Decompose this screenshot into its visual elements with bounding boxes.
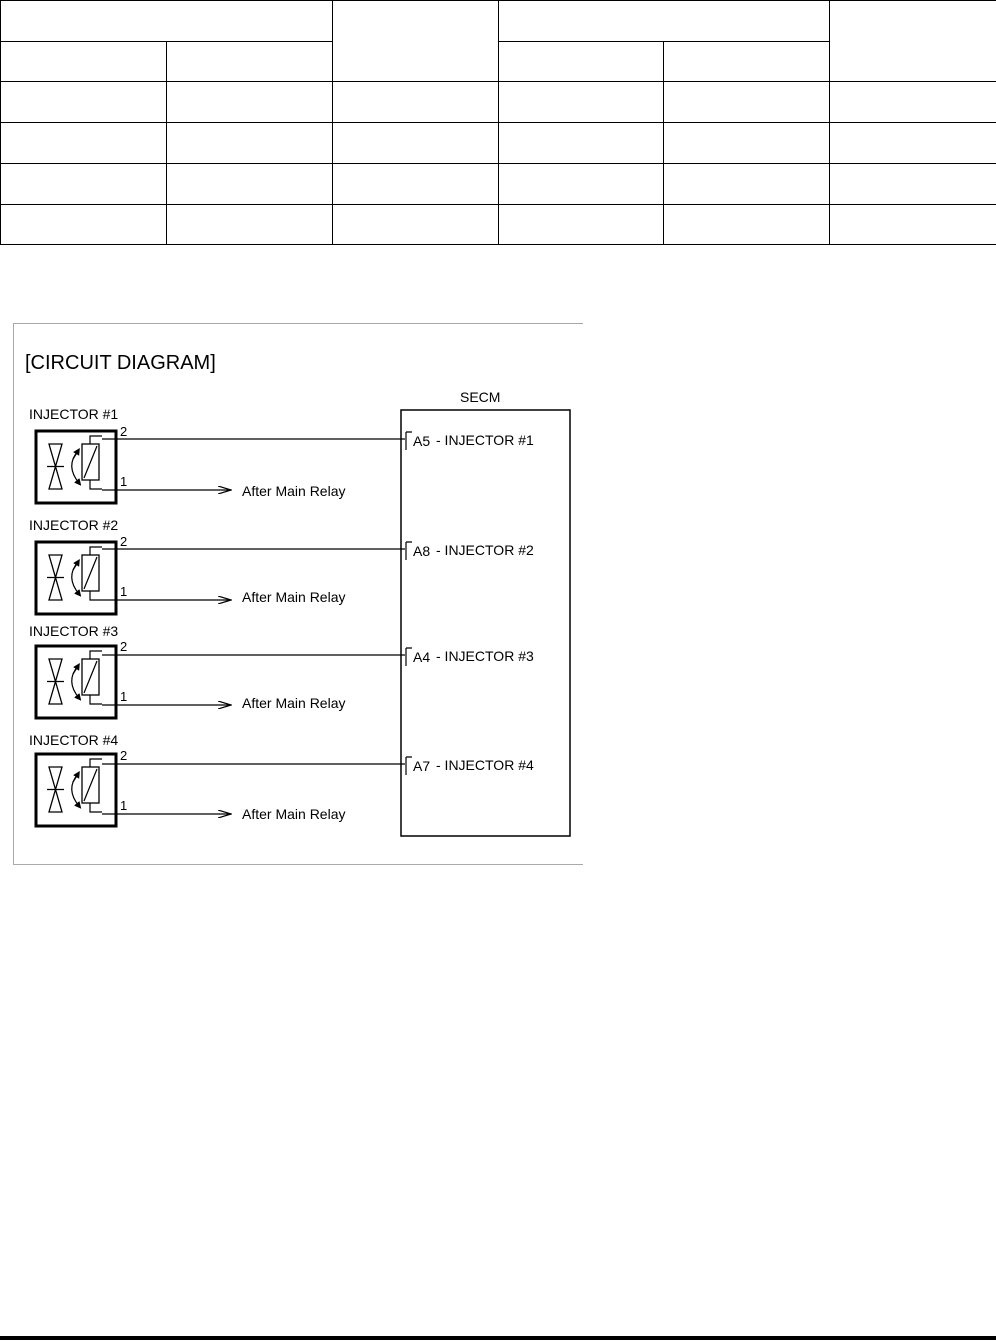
secm-pin-a5: A5 [413, 433, 431, 449]
table-header-cell [830, 1, 996, 82]
empty-spec-table [0, 0, 996, 245]
secm-pin-a8: A8 [413, 543, 431, 559]
diagram-title: [CIRCUIT DIAGRAM] [25, 352, 216, 374]
table-row [1, 164, 996, 205]
injector-4-group [29, 732, 534, 826]
injector-4-relay-label: After Main Relay [242, 806, 346, 822]
injector-2-pin-2: 2 [120, 534, 128, 549]
injector-1-pin-2: 2 [120, 424, 128, 439]
table-row [1, 123, 996, 164]
injector-4-pin-2: 2 [120, 748, 128, 763]
injector-3-symbol-icon [36, 646, 116, 718]
secm-pin-a4: A4 [413, 649, 431, 665]
secm-pin-a7-label: - INJECTOR #4 [436, 757, 534, 773]
injector-1-label: INJECTOR #1 [29, 406, 119, 422]
secm-pin-a8-label: - INJECTOR #2 [436, 542, 534, 558]
injector-2-pin-1: 1 [120, 584, 128, 599]
pin-a8-bracket [406, 542, 412, 560]
table-row [1, 205, 996, 245]
table-header-cell [499, 1, 830, 42]
table-subheader-cell [167, 42, 333, 82]
table-subheader-cell [664, 42, 830, 82]
injector-3-label: INJECTOR #3 [29, 623, 119, 639]
injector-2-group [29, 517, 534, 614]
injector-2-relay-label: After Main Relay [242, 589, 346, 605]
secm-label: SECM [460, 389, 501, 405]
table-header-cell [1, 1, 333, 42]
injector-1-group [29, 406, 534, 503]
injector-1-symbol-icon [36, 431, 116, 503]
injector-3-pin-2: 2 [120, 639, 128, 654]
secm-pin-a4-label: - INJECTOR #3 [436, 648, 534, 664]
circuit-diagram [14, 324, 583, 864]
injector-2-label: INJECTOR #2 [29, 517, 119, 533]
injector-3-pin-1: 1 [120, 689, 128, 704]
injector-3-relay-label: After Main Relay [242, 695, 346, 711]
injector-1-relay-label: After Main Relay [242, 483, 346, 499]
injector-4-symbol-icon [36, 754, 116, 826]
pin-a7-bracket [406, 757, 412, 775]
injector-3-group [29, 623, 534, 718]
pin-a5-bracket [406, 432, 412, 450]
table-subheader-cell [499, 42, 664, 82]
injector-2-symbol-icon [36, 542, 116, 614]
table-row [1, 82, 996, 123]
pin-a4-bracket [406, 648, 412, 666]
table-subheader-cell [1, 42, 167, 82]
injector-4-label: INJECTOR #4 [29, 732, 119, 748]
injector-4-pin-1: 1 [120, 798, 128, 813]
table-header-cell [333, 1, 499, 82]
secm-pin-a7: A7 [413, 758, 431, 774]
secm-pin-a5-label: - INJECTOR #1 [436, 432, 534, 448]
page-footer-rule [0, 1336, 996, 1340]
injector-1-pin-1: 1 [120, 474, 128, 489]
circuit-diagram-panel [13, 323, 583, 865]
